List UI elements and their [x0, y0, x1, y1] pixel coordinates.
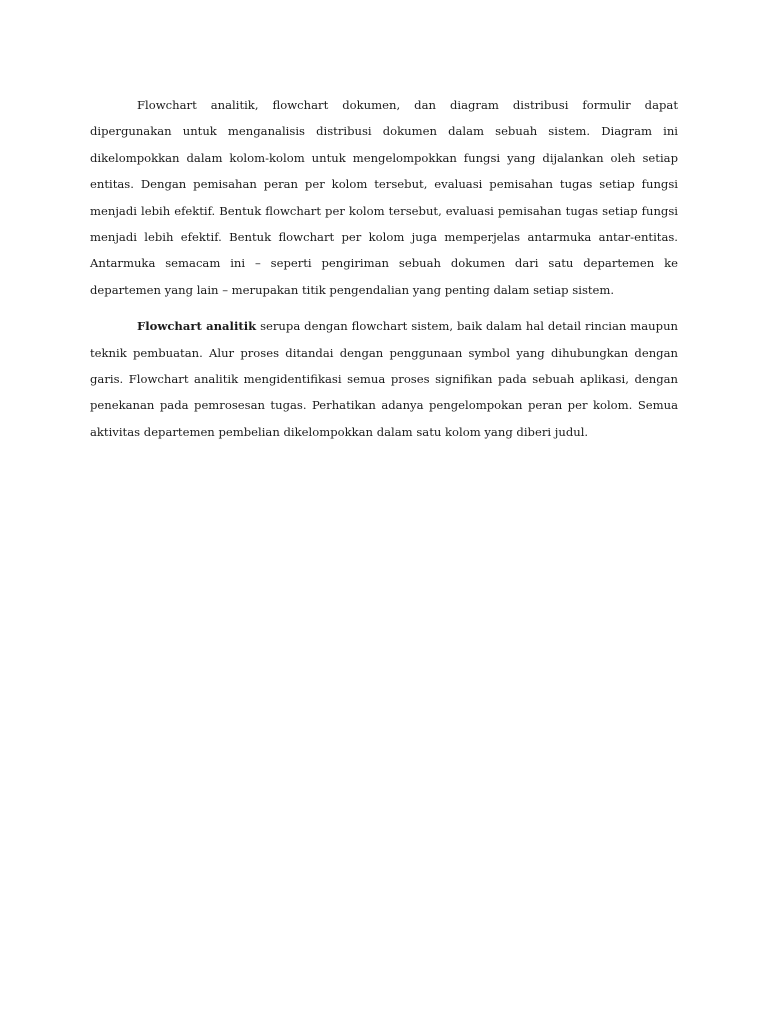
- paragraph-1: [90, 92, 678, 303]
- document-body: [90, 92, 678, 445]
- paragraph-1-text: Flowchart analitik, flowchart dokumen, dan diagram distribusi formulir dapat dipergunakan untuk menganalisis distribusi dokumen dalam sebuah sistem. Diagram ini dikelompokkan dalam kolom-kolom untuk mengelompokkan fungsi yang dijalankan oleh setiap entitas. Dengan pemisahan peran per kolom tersebut, evaluasi pemisahan tugas setiap fungsi menjadi lebih efektif. Bentuk flowchart per kolom tersebut, evaluasi pemisahan tugas setiap fungsi menjadi lebih efektif. Bentuk flowchart per kolom juga memperjelas antarmuka antar-entitas. Antarmuka semacam ini – seperti pengiriman sebuah dokumen dari satu departemen ke departemen yang lain – merupakan titik pengendalian yang penting dalam setiap sistem.: [90, 98, 678, 297]
- paragraph-2: [90, 313, 678, 445]
- paragraph-2-text: serupa dengan flowchart sistem, baik dalam hal detail rincian maupun teknik pembuatan. Alur proses ditandai dengan penggunaan symbol yang dihubungkan dengan garis. Flowchart analitik mengidentifikasi semua proses signifikan pada sebuah aplikasi, dengan penekanan pada pemrosesan tugas. Perhatikan adanya pengelompokan peran per kolom. Semua aktivitas departemen pembelian dikelompokkan dalam satu kolom yang diberi judul.: [90, 319, 678, 439]
- paragraph-2-bold-lead: Flowchart analitik: [137, 319, 257, 334]
